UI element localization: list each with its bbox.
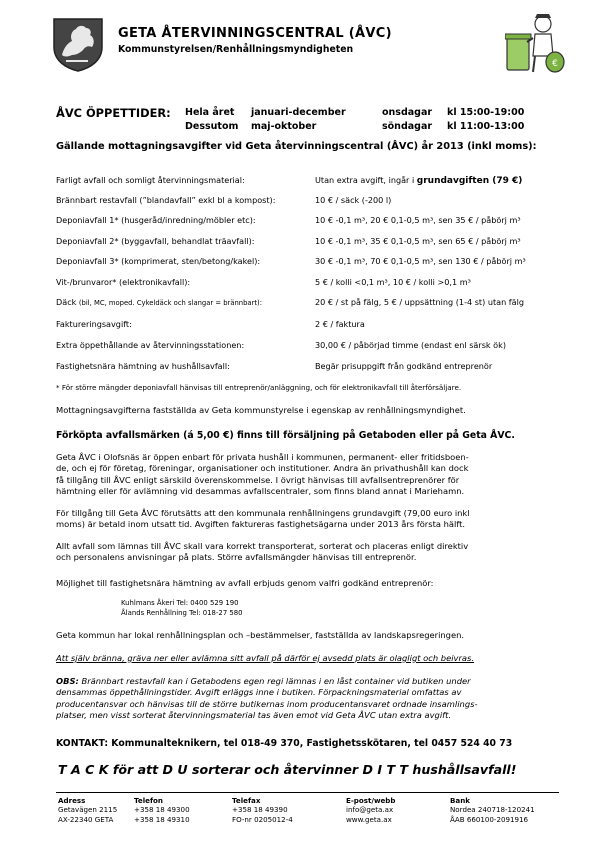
- footer-email-web: E-post/webb info@geta.ax www.geta.ax: [346, 796, 396, 824]
- hours-period-1: Hela året: [185, 107, 235, 118]
- footer-fax: Telefax +358 18 49390 FO-nr 0205012-4: [232, 796, 293, 824]
- footer-bank: Bank Nordea 240718-120241 ÅAB 660100-2091916: [450, 796, 535, 824]
- fee-label: Deponiavfall 3* (komprimerat, sten/betong/kakel):: [56, 256, 261, 266]
- website-link[interactable]: www.geta.ax: [346, 814, 392, 824]
- contractor-item: Kuhlmans Åkeri Tel: 0400 529 190: [121, 599, 239, 607]
- illegal-dumping-warning: Att själv bränna, gräva ner eller avlämna sitt avfall på därför ej avsedd plats är olagligt och beivras.: [56, 653, 475, 663]
- organization-name: GETA ÅTERVINNINGSCENTRAL (ÅVC): [118, 26, 392, 41]
- fees-established-note: Mottagningsavgifterna fastställda av Geta kommunstyrelse i egenskap av renhållningsmyndighet.: [56, 405, 466, 415]
- fee-value: 10 € / säck (-200 l): [315, 195, 392, 205]
- fee-label: Fastighetsnära hämtning av hushållsavfall:: [56, 361, 230, 371]
- opening-hours-label: ÅVC ÖPPETTIDER:: [56, 106, 171, 120]
- fee-label: Däck (bil, MC, moped. Cykeldäck och slangar = brännbart):: [56, 297, 262, 307]
- fee-label: Vit-/brunvaror* (elektronikavfall):: [56, 277, 191, 287]
- thank-you-slogan: T A C K för att D U sorterar och återvinner D I T T hushållsavfall!: [58, 762, 517, 777]
- hours-months-1: januari-december: [251, 107, 346, 118]
- hours-day-1: onsdagar: [382, 107, 433, 118]
- fee-value: 2 € / faktura: [315, 319, 365, 329]
- footer-address: Adress Getavägen 2115 AX-22340 GETA: [58, 796, 118, 824]
- hours-time-2: kl 11:00-13:00: [447, 121, 525, 132]
- contact-line: KONTAKT: Kommunalteknikern, tel 018-49 370, Fastighetsskötaren, tel 0457 524 40 73: [56, 738, 513, 749]
- email-link[interactable]: info@geta.ax: [346, 805, 394, 815]
- hours-months-2: maj-oktober: [251, 121, 317, 132]
- fee-value: 10 € -0,1 m³, 20 € 0,1-0,5 m³, sen 35 € / påbörj m³: [315, 215, 521, 225]
- paragraph-regulations: Geta kommun har lokal renhållningsplan och –bestämmelser, fastställda av landskapsregeringen.: [56, 630, 465, 640]
- recycling-mascot-icon: [505, 12, 565, 76]
- footer-divider: [56, 792, 559, 793]
- hours-period-2: Dessutom: [185, 121, 239, 132]
- fee-value: 20 € / st på fälg, 5 € / uppsättning (1-4 st) utan fälg: [315, 297, 524, 307]
- fee-label: Deponiavfall 2* (byggavfall, behandlat träavfall):: [56, 236, 255, 246]
- fee-value: 30 € -0,1 m³, 70 € 0,1-0,5 m³, sen 130 € / påbörj m³: [315, 256, 526, 266]
- fee-value: 5 € / kolli <0,1 m³, 10 € / kolli >0,1 m³: [315, 277, 471, 287]
- municipal-coat-of-arms-icon: [52, 17, 104, 72]
- paragraph-sorting: Allt avfall som lämnas till ÅVC skall vara korrekt transporterat, sorterat och placeras enligt direktiv och personalens anvisningar på plats. Större avfallsmängder hänvisas till entreprenör.: [56, 541, 469, 563]
- paragraph-collection: Möjlighet till fastighetsnära hämtning av avfall erbjuds genom valfri godkänd entreprenör:: [56, 578, 434, 588]
- fee-label: Extra öppethållande av återvinningsstationen:: [56, 340, 245, 350]
- hours-day-2: söndagar: [382, 121, 433, 132]
- fee-label: Brännbart restavfall (”blandavfall” exkl bl a kompost):: [56, 195, 276, 205]
- fee-label: Farligt avfall och somligt återvinningsmaterial:: [56, 175, 245, 185]
- footnote: * För större mängder deponiavfall hänvisas till entreprenör/anläggning, och för elektronikavfall till återförsäljare.: [56, 383, 462, 392]
- paragraph-basic-fee: För tillgång till Geta ÅVC förutsätts att den kommunala renhållningens grundavgift (79,00 euro inkl moms) är betald inom utsatt tid. Avgiften faktureras fastighetsägarna under 2013 års första hälft.: [56, 508, 470, 530]
- svg-text:€: €: [552, 59, 558, 69]
- contractor-item: Ålands Renhållning Tel: 018-27 580: [121, 609, 243, 617]
- contractor-list: [121, 598, 243, 618]
- paragraph-access: Geta ÅVC i Olofsnäs är öppen enbart för privata hushåll i kommunen, permanent- eller fritidsboen- de, och ej för företag, föreningar, organisationer och institutioner. Andra än privathushåll kan dock få tillgång till ÅVC enligt särskild överenskommelse. I övrigt hänvisas till avfallsentreprenörer för hämtning eller för avlämning vid desammas avfallscentraler, som finns bland annat i Mariehamn.: [56, 452, 469, 497]
- waste-stickers-note: Förköpta avfallsmärken (á 5,00 €) finns till försäljning på Getaboden eller på Geta ÅVC.: [56, 430, 515, 441]
- fee-label: Deponiavfall 1* (husgeråd/inredning/möbler etc):: [56, 215, 256, 225]
- fee-value: 10 € -0,1 m³, 35 € 0,1-0,5 m³, sen 65 € / påbörj m³: [315, 236, 521, 246]
- organization-subtitle: Kommunstyrelsen/Renhållningsmyndigheten: [118, 44, 354, 55]
- fee-value: Begär prisuppgift från godkänd entreprenör: [315, 361, 493, 371]
- obs-note: OBS: Brännbart restavfall kan i Getabodens egen regi lämnas i en låst container vid butiken under densammas öppethållningstider. Avgift erläggs inne i butiken. Förpackningsmaterial omfattas av producentansvar och hänvisas till de större butikernas inom producentansvaret ordnade insamlings- platser, men visst sorterat återvinningsmaterial tas även emot vid Geta ÅVC utan extra avgift.: [56, 676, 478, 721]
- fee-value: Utan extra avgift, ingår i grundavgiften (79 €): [315, 175, 523, 186]
- fee-value: 30,00 € / påbörjad timme (endast enl särsk ök): [315, 340, 506, 350]
- fee-label: Faktureringsavgift:: [56, 319, 132, 329]
- hours-time-1: kl 15:00-19:00: [447, 107, 525, 118]
- fees-heading: Gällande mottagningsavgifter vid Geta återvinningscentral (ÅVC) år 2013 (inkl moms):: [56, 141, 537, 152]
- footer-phone: Telefon +358 18 49300 +358 18 49310: [134, 796, 190, 824]
